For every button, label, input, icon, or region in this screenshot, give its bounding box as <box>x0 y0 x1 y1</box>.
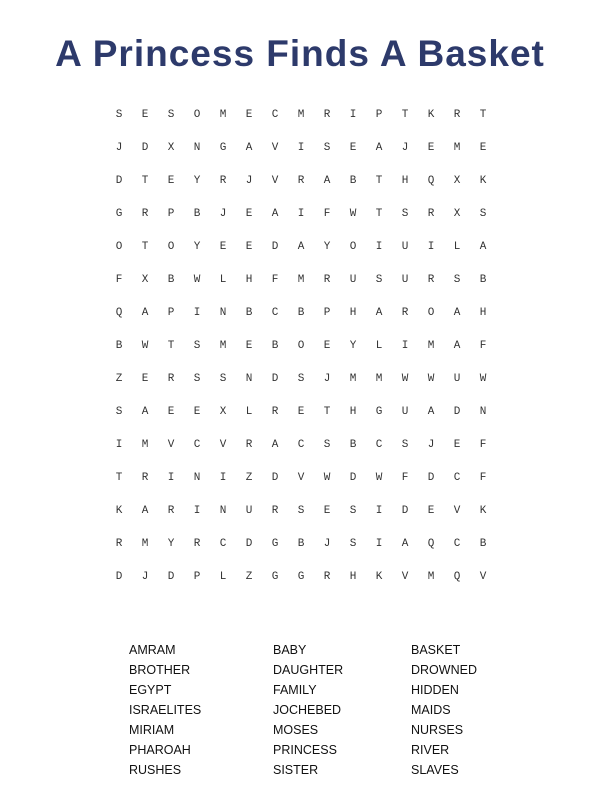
grid-letter: S <box>193 339 201 352</box>
grid-letter: R <box>271 405 279 418</box>
grid-letter: A <box>453 306 461 319</box>
grid-letter: G <box>271 570 279 583</box>
grid-letter: D <box>115 174 123 187</box>
grid-letter: K <box>479 504 487 517</box>
word-list-item: DAUGHTER <box>273 663 344 677</box>
grid-letter: Y <box>167 537 175 550</box>
grid-letter: U <box>245 504 253 517</box>
grid-letter: R <box>401 306 409 319</box>
grid-letter: F <box>479 471 487 484</box>
word-list-item: SISTER <box>273 763 319 777</box>
grid-row <box>106 329 496 362</box>
grid-letter: B <box>297 306 305 319</box>
grid-letter: G <box>115 207 123 220</box>
grid-letter: H <box>349 570 357 583</box>
grid-letter: U <box>453 372 461 385</box>
grid-letter: S <box>349 537 357 550</box>
grid-letter: D <box>453 405 461 418</box>
grid-letter: X <box>453 207 461 220</box>
grid-letter: X <box>453 174 461 187</box>
grid-letter: I <box>375 537 383 550</box>
grid-letter: G <box>297 570 305 583</box>
grid-letter: A <box>323 174 331 187</box>
grid-letter: E <box>245 339 253 352</box>
grid-letter: L <box>453 240 461 253</box>
grid-letter: B <box>115 339 123 352</box>
grid-letter: J <box>427 438 435 451</box>
grid-letter: T <box>323 405 331 418</box>
grid-letter: Y <box>193 174 201 187</box>
grid-letter: M <box>219 339 227 352</box>
grid-row <box>106 494 496 527</box>
word-list-item: HIDDEN <box>411 683 459 697</box>
grid-letter: N <box>219 306 227 319</box>
grid-letter: V <box>167 438 175 451</box>
grid-letter: S <box>401 207 409 220</box>
grid-letter: R <box>323 570 331 583</box>
grid-letter: J <box>219 207 227 220</box>
word-list-item: JOCHEBED <box>273 703 342 717</box>
grid-letter: N <box>479 405 487 418</box>
grid-letter: E <box>245 207 253 220</box>
grid-letter: M <box>427 570 435 583</box>
grid-letter: E <box>193 405 201 418</box>
grid-letter: W <box>401 372 409 385</box>
grid-letter: C <box>375 438 383 451</box>
grid-letter: I <box>297 207 305 220</box>
grid-letter: R <box>193 537 201 550</box>
grid-letter: V <box>479 570 487 583</box>
grid-letter: O <box>427 306 435 319</box>
grid-letter: E <box>219 240 227 253</box>
grid-letter: L <box>219 273 227 286</box>
grid-letter: I <box>375 504 383 517</box>
grid-letter: I <box>297 141 305 154</box>
grid-letter: F <box>115 273 123 286</box>
grid-letter: Z <box>245 471 253 484</box>
grid-letter: A <box>375 141 383 154</box>
grid-letter: X <box>167 141 175 154</box>
word-list-item: BASKET <box>411 643 461 657</box>
grid-row <box>106 428 496 461</box>
grid-row <box>106 131 496 164</box>
grid-letter: P <box>323 306 331 319</box>
grid-letter: W <box>375 471 383 484</box>
grid-letter: R <box>427 273 435 286</box>
grid-letter: E <box>323 339 331 352</box>
word-list-row <box>129 660 549 680</box>
grid-letter: A <box>141 405 149 418</box>
grid-letter: U <box>349 273 357 286</box>
word-list-item: DROWNED <box>411 663 477 677</box>
word-list-row <box>129 700 549 720</box>
grid-letter: Y <box>193 240 201 253</box>
grid-letter: O <box>193 108 201 121</box>
grid-letter: S <box>167 108 175 121</box>
grid-letter: A <box>427 405 435 418</box>
grid-letter: F <box>479 339 487 352</box>
word-list-row <box>129 640 549 660</box>
grid-letter: A <box>297 240 305 253</box>
letter-grid <box>106 98 496 593</box>
grid-letter: C <box>271 306 279 319</box>
grid-letter: O <box>167 240 175 253</box>
grid-letter: E <box>453 438 461 451</box>
grid-letter: L <box>375 339 383 352</box>
grid-letter: D <box>245 537 253 550</box>
grid-letter: S <box>401 438 409 451</box>
word-list-item: RUSHES <box>129 763 182 777</box>
grid-letter: C <box>453 537 461 550</box>
grid-letter: V <box>271 174 279 187</box>
word-list-item: MAIDS <box>411 703 451 717</box>
grid-row <box>106 461 496 494</box>
grid-letter: J <box>323 537 331 550</box>
grid-letter: E <box>167 405 175 418</box>
grid-letter: T <box>401 108 409 121</box>
grid-letter: M <box>141 438 149 451</box>
grid-letter: V <box>219 438 227 451</box>
grid-letter: D <box>271 240 279 253</box>
grid-letter: Q <box>115 306 123 319</box>
grid-letter: U <box>401 273 409 286</box>
grid-letter: R <box>219 174 227 187</box>
grid-letter: K <box>479 174 487 187</box>
grid-letter: H <box>349 405 357 418</box>
grid-letter: R <box>245 438 253 451</box>
grid-letter: O <box>297 339 305 352</box>
word-list-item: ISRAELITES <box>129 703 202 717</box>
grid-letter: T <box>375 207 383 220</box>
grid-letter: O <box>115 240 123 253</box>
grid-row <box>106 197 496 230</box>
grid-letter: B <box>349 174 357 187</box>
grid-letter: E <box>167 174 175 187</box>
grid-letter: X <box>141 273 149 286</box>
word-list-item: PRINCESS <box>273 743 337 757</box>
word-list-item: FAMILY <box>273 683 317 697</box>
grid-letter: I <box>375 240 383 253</box>
grid-letter: B <box>193 207 201 220</box>
grid-letter: Y <box>323 240 331 253</box>
grid-letter: S <box>115 405 123 418</box>
grid-letter: K <box>375 570 383 583</box>
grid-letter: M <box>349 372 357 385</box>
grid-letter: H <box>245 273 253 286</box>
grid-letter: E <box>323 504 331 517</box>
word-list-item: SLAVES <box>411 763 459 777</box>
grid-letter: I <box>349 108 357 121</box>
grid-letter: S <box>349 504 357 517</box>
word-list-row <box>129 760 549 780</box>
grid-letter: V <box>271 141 279 154</box>
grid-letter: Y <box>349 339 357 352</box>
word-list-row <box>129 720 549 740</box>
grid-letter: E <box>141 108 149 121</box>
grid-row <box>106 263 496 296</box>
grid-letter: C <box>297 438 305 451</box>
grid-letter: S <box>453 273 461 286</box>
puzzle-title: A Princess Finds A Basket <box>55 33 545 74</box>
grid-letter: A <box>271 438 279 451</box>
grid-letter: D <box>141 141 149 154</box>
word-list-row <box>129 680 549 700</box>
word-list-item: MIRIAM <box>129 723 175 737</box>
grid-letter: B <box>271 339 279 352</box>
grid-letter: W <box>349 207 357 220</box>
grid-letter: K <box>427 108 435 121</box>
grid-letter: J <box>245 174 253 187</box>
grid-letter: U <box>401 405 409 418</box>
grid-letter: V <box>401 570 409 583</box>
grid-letter: R <box>427 207 435 220</box>
grid-row <box>106 98 496 131</box>
grid-letter: R <box>141 207 149 220</box>
word-list-item: BABY <box>273 643 307 657</box>
grid-letter: M <box>427 339 435 352</box>
grid-letter: D <box>427 471 435 484</box>
grid-letter: T <box>167 339 175 352</box>
grid-letter: M <box>141 537 149 550</box>
grid-letter: A <box>271 207 279 220</box>
grid-letter: I <box>427 240 435 253</box>
word-list-row <box>129 740 549 760</box>
grid-letter: A <box>141 504 149 517</box>
grid-letter: S <box>297 372 305 385</box>
grid-letter: D <box>349 471 357 484</box>
grid-letter: A <box>401 537 409 550</box>
grid-letter: J <box>323 372 331 385</box>
grid-letter: H <box>401 174 409 187</box>
grid-letter: Z <box>245 570 253 583</box>
grid-letter: C <box>271 108 279 121</box>
grid-letter: N <box>219 504 227 517</box>
grid-letter: C <box>219 537 227 550</box>
grid-letter: W <box>141 339 149 352</box>
grid-letter: T <box>375 174 383 187</box>
grid-letter: I <box>115 438 123 451</box>
grid-letter: R <box>271 504 279 517</box>
grid-letter: I <box>167 471 175 484</box>
grid-letter: B <box>349 438 357 451</box>
grid-letter: E <box>427 504 435 517</box>
word-list <box>129 640 549 780</box>
grid-letter: T <box>115 471 123 484</box>
grid-letter: A <box>453 339 461 352</box>
grid-letter: D <box>115 570 123 583</box>
grid-letter: T <box>479 108 487 121</box>
grid-letter: H <box>349 306 357 319</box>
grid-letter: S <box>115 108 123 121</box>
grid-letter: Q <box>427 537 435 550</box>
grid-letter: F <box>401 471 409 484</box>
grid-letter: I <box>219 471 227 484</box>
grid-letter: P <box>193 570 201 583</box>
grid-letter: N <box>193 471 201 484</box>
grid-letter: U <box>401 240 409 253</box>
grid-letter: T <box>141 240 149 253</box>
grid-letter: V <box>453 504 461 517</box>
grid-letter: B <box>167 273 175 286</box>
word-list-item: PHAROAH <box>129 743 191 757</box>
grid-letter: E <box>141 372 149 385</box>
grid-letter: I <box>193 306 201 319</box>
word-list-item: RIVER <box>411 743 450 757</box>
grid-row <box>106 560 496 593</box>
grid-letter: R <box>323 273 331 286</box>
grid-letter: N <box>193 141 201 154</box>
grid-letter: Z <box>115 372 123 385</box>
grid-letter: E <box>427 141 435 154</box>
grid-letter: H <box>479 306 487 319</box>
grid-letter: I <box>193 504 201 517</box>
grid-letter: C <box>453 471 461 484</box>
grid-letter: S <box>323 141 331 154</box>
grid-row <box>106 164 496 197</box>
grid-letter: M <box>297 273 305 286</box>
grid-letter: D <box>271 372 279 385</box>
grid-row <box>106 230 496 263</box>
grid-letter: P <box>375 108 383 121</box>
grid-letter: X <box>219 405 227 418</box>
grid-letter: R <box>167 372 175 385</box>
grid-letter: D <box>401 504 409 517</box>
grid-letter: G <box>271 537 279 550</box>
grid-letter: A <box>375 306 383 319</box>
word-list-item: BROTHER <box>129 663 191 677</box>
grid-letter: F <box>323 207 331 220</box>
word-list-item: AMRAM <box>129 643 176 657</box>
grid-letter: L <box>245 405 253 418</box>
grid-letter: M <box>219 108 227 121</box>
grid-row <box>106 527 496 560</box>
grid-letter: J <box>115 141 123 154</box>
grid-letter: N <box>245 372 253 385</box>
grid-letter: B <box>245 306 253 319</box>
grid-row <box>106 296 496 329</box>
grid-letter: A <box>245 141 253 154</box>
grid-letter: E <box>245 108 253 121</box>
grid-letter: R <box>453 108 461 121</box>
grid-letter: K <box>115 504 123 517</box>
grid-letter: W <box>193 273 201 286</box>
grid-letter: E <box>297 405 305 418</box>
grid-letter: A <box>479 240 487 253</box>
word-list-item: NURSES <box>411 723 464 737</box>
grid-letter: S <box>219 372 227 385</box>
grid-letter: F <box>479 438 487 451</box>
word-list-item: MOSES <box>273 723 319 737</box>
grid-letter: S <box>375 273 383 286</box>
grid-letter: E <box>245 240 253 253</box>
grid-letter: S <box>297 504 305 517</box>
grid-letter: A <box>141 306 149 319</box>
grid-letter: J <box>141 570 149 583</box>
grid-letter: J <box>401 141 409 154</box>
grid-letter: R <box>141 471 149 484</box>
grid-letter: Q <box>427 174 435 187</box>
grid-letter: S <box>323 438 331 451</box>
grid-letter: I <box>401 339 409 352</box>
grid-letter: W <box>479 372 487 385</box>
grid-letter: M <box>453 141 461 154</box>
grid-letter: W <box>323 471 331 484</box>
grid-letter: M <box>375 372 383 385</box>
grid-letter: C <box>193 438 201 451</box>
grid-letter: R <box>297 174 305 187</box>
grid-letter: G <box>375 405 383 418</box>
grid-letter: L <box>219 570 227 583</box>
grid-letter: S <box>193 372 201 385</box>
grid-letter: Q <box>453 570 461 583</box>
grid-letter: M <box>297 108 305 121</box>
grid-letter: R <box>115 537 123 550</box>
grid-letter: V <box>297 471 305 484</box>
grid-letter: B <box>297 537 305 550</box>
grid-letter: R <box>323 108 331 121</box>
grid-letter: P <box>167 306 175 319</box>
grid-letter: W <box>427 372 435 385</box>
grid-letter: T <box>141 174 149 187</box>
grid-letter: G <box>219 141 227 154</box>
word-list-item: EGYPT <box>129 683 172 697</box>
grid-letter: E <box>349 141 357 154</box>
grid-letter: E <box>479 141 487 154</box>
grid-letter: F <box>271 273 279 286</box>
grid-letter: S <box>479 207 487 220</box>
grid-letter: B <box>479 273 487 286</box>
grid-letter: P <box>167 207 175 220</box>
grid-letter: O <box>349 240 357 253</box>
grid-letter: B <box>479 537 487 550</box>
grid-letter: R <box>167 504 175 517</box>
grid-row <box>106 395 496 428</box>
grid-letter: D <box>271 471 279 484</box>
grid-letter: D <box>167 570 175 583</box>
grid-row <box>106 362 496 395</box>
